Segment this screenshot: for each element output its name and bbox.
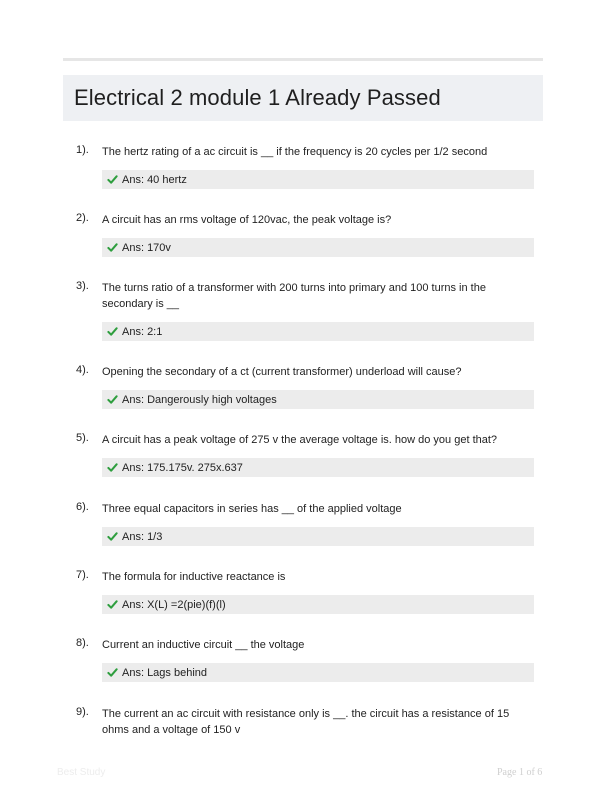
question-text: The formula for inductive reactance is: [102, 571, 286, 583]
check-icon: [107, 174, 118, 185]
question-number: 9).: [76, 706, 89, 718]
answer-text: Ans: 170v: [122, 241, 171, 254]
question-number: 8).: [76, 637, 89, 649]
answer-box: [102, 458, 534, 477]
answer-text: Ans: 2:1: [122, 325, 163, 338]
question-number: 2).: [76, 212, 89, 224]
answer-box: [102, 595, 534, 614]
answer-box: [102, 390, 534, 409]
check-icon: [107, 599, 118, 610]
question-number: 5).: [76, 432, 89, 444]
answer-text: Ans: 40 hertz: [122, 173, 187, 186]
question-text: The current an ac circuit with resistance only is __. the circuit has a resistance of 15 ohms and a voltage of 150 v: [102, 708, 510, 736]
page-indicator: Page 1 of 6: [497, 767, 543, 778]
question-text: The turns ratio of a transformer with 200 turns into primary and 100 turns in the secondary is __: [102, 282, 486, 310]
question-number: 3).: [76, 280, 89, 292]
question-number: 7).: [76, 569, 89, 581]
answer-box: [102, 663, 534, 682]
question-text: Current an inductive circuit __ the voltage: [102, 639, 305, 651]
check-icon: [107, 326, 118, 337]
question-text: The hertz rating of a ac circuit is __ if the frequency is 20 cycles per 1/2 second: [102, 146, 488, 158]
footer-watermark: Best Study: [57, 767, 106, 778]
question-text: Opening the secondary of a ct (current transformer) underload will cause?: [102, 366, 462, 378]
answer-box: [102, 170, 534, 189]
answer-box: [102, 527, 534, 546]
question-text: Three equal capacitors in series has __ of the applied voltage: [102, 503, 402, 515]
question-text: A circuit has an rms voltage of 120vac, the peak voltage is?: [102, 214, 392, 226]
answer-text: Ans: Lags behind: [122, 666, 208, 679]
answer-box: [102, 322, 534, 341]
question-number: 1).: [76, 144, 89, 156]
check-icon: [107, 667, 118, 678]
check-icon: [107, 242, 118, 253]
answer-text: Ans: 175.175v. 275x.637: [122, 461, 243, 474]
check-icon: [107, 394, 118, 405]
answer-text: Ans: X(L) =2(pie)(f)(l): [122, 598, 226, 611]
answer-box: [102, 238, 534, 257]
answer-text: Ans: 1/3: [122, 530, 163, 543]
check-icon: [107, 531, 118, 542]
page-title: Electrical 2 module 1 Already Passed: [74, 85, 441, 110]
question-number: 6).: [76, 501, 89, 513]
answer-text: Ans: Dangerously high voltages: [122, 393, 277, 406]
question-number: 4).: [76, 364, 89, 376]
check-icon: [107, 462, 118, 473]
question-text: A circuit has a peak voltage of 275 v the average voltage is. how do you get that?: [102, 434, 498, 446]
